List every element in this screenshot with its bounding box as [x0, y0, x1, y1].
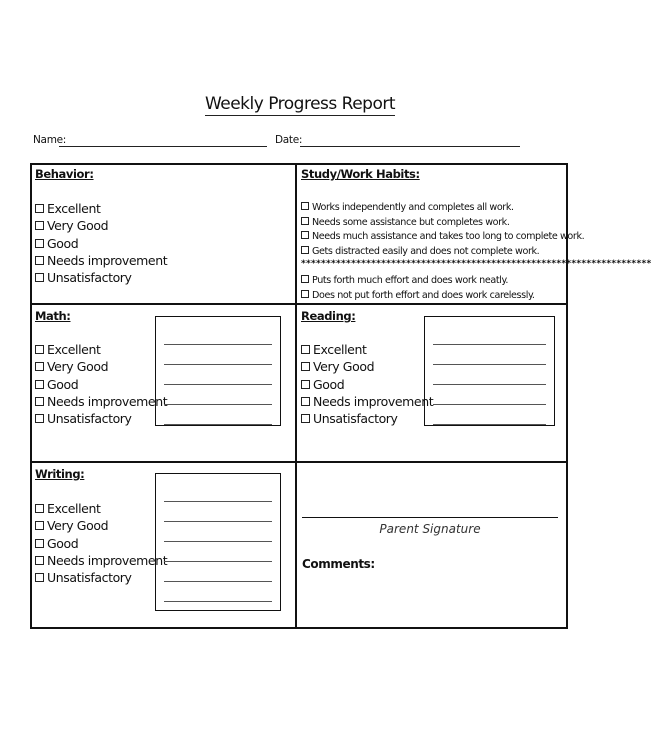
writing-heading: Writing: [35, 467, 85, 481]
parent-signature-field[interactable] [302, 517, 558, 518]
page-title: Weekly Progress Report [204, 94, 396, 114]
writing-options [35, 500, 167, 586]
math-heading: Math: [35, 309, 71, 323]
checkbox-option[interactable]: Good [35, 235, 167, 252]
checkbox-option[interactable]: Excellent [35, 341, 167, 358]
comments-label: Comments: [302, 557, 375, 571]
checkbox-option[interactable]: Needs improvement [35, 252, 167, 269]
checkbox-option[interactable]: Good [301, 376, 433, 393]
checkbox-option[interactable]: Very Good [35, 217, 167, 234]
name-field[interactable] [59, 146, 267, 147]
reading-heading: Reading: [301, 309, 356, 323]
separator: ********************************************************************** [301, 259, 651, 269]
writing-notes-box[interactable] [155, 473, 281, 611]
study-options [301, 201, 584, 259]
name-label: Name: [33, 134, 67, 146]
checkbox-option[interactable]: Very Good [301, 358, 433, 375]
divider [30, 303, 568, 305]
math-options [35, 341, 167, 427]
divider [30, 461, 568, 463]
checkbox-option[interactable]: Good [35, 535, 167, 552]
math-notes-box[interactable] [155, 316, 281, 426]
parent-signature-label: Parent Signature [379, 522, 481, 536]
checkbox-option[interactable]: Excellent [35, 200, 167, 217]
checkbox-option[interactable]: Good [35, 376, 167, 393]
checkbox-option[interactable]: Excellent [301, 341, 433, 358]
checkbox-option[interactable]: Needs improvement [35, 393, 167, 410]
checkbox-option[interactable]: Very Good [35, 358, 167, 375]
checkbox-option[interactable]: Needs some assistance but completes work. [301, 216, 584, 231]
checkbox-option[interactable]: Needs improvement [301, 393, 433, 410]
checkbox-option[interactable]: Works independently and completes all work. [301, 201, 584, 216]
checkbox-option[interactable]: Gets distracted easily and does not complete work. [301, 245, 584, 260]
checkbox-option[interactable]: Puts forth much effort and does work neatly. [301, 274, 535, 289]
checkbox-option[interactable]: Does not put forth effort and does work carelessly. [301, 289, 535, 304]
divider [295, 163, 297, 629]
date-label: Date: [275, 134, 303, 146]
date-field[interactable] [300, 146, 520, 147]
checkbox-option[interactable]: Needs improvement [35, 552, 167, 569]
checkbox-option[interactable]: Needs much assistance and takes too long to complete work. [301, 230, 584, 245]
behavior-options [35, 200, 167, 286]
reading-options [301, 341, 433, 427]
study-heading: Study/Work Habits: [301, 167, 420, 181]
checkbox-option[interactable]: Unsatisfactory [301, 410, 433, 427]
checkbox-option[interactable]: Excellent [35, 500, 167, 517]
checkbox-option[interactable]: Very Good [35, 517, 167, 534]
checkbox-option[interactable]: Unsatisfactory [35, 569, 167, 586]
checkbox-option[interactable]: Unsatisfactory [35, 269, 167, 286]
behavior-heading: Behavior: [35, 167, 94, 181]
reading-notes-box[interactable] [424, 316, 555, 426]
checkbox-option[interactable]: Unsatisfactory [35, 410, 167, 427]
study-options-2 [301, 274, 535, 303]
